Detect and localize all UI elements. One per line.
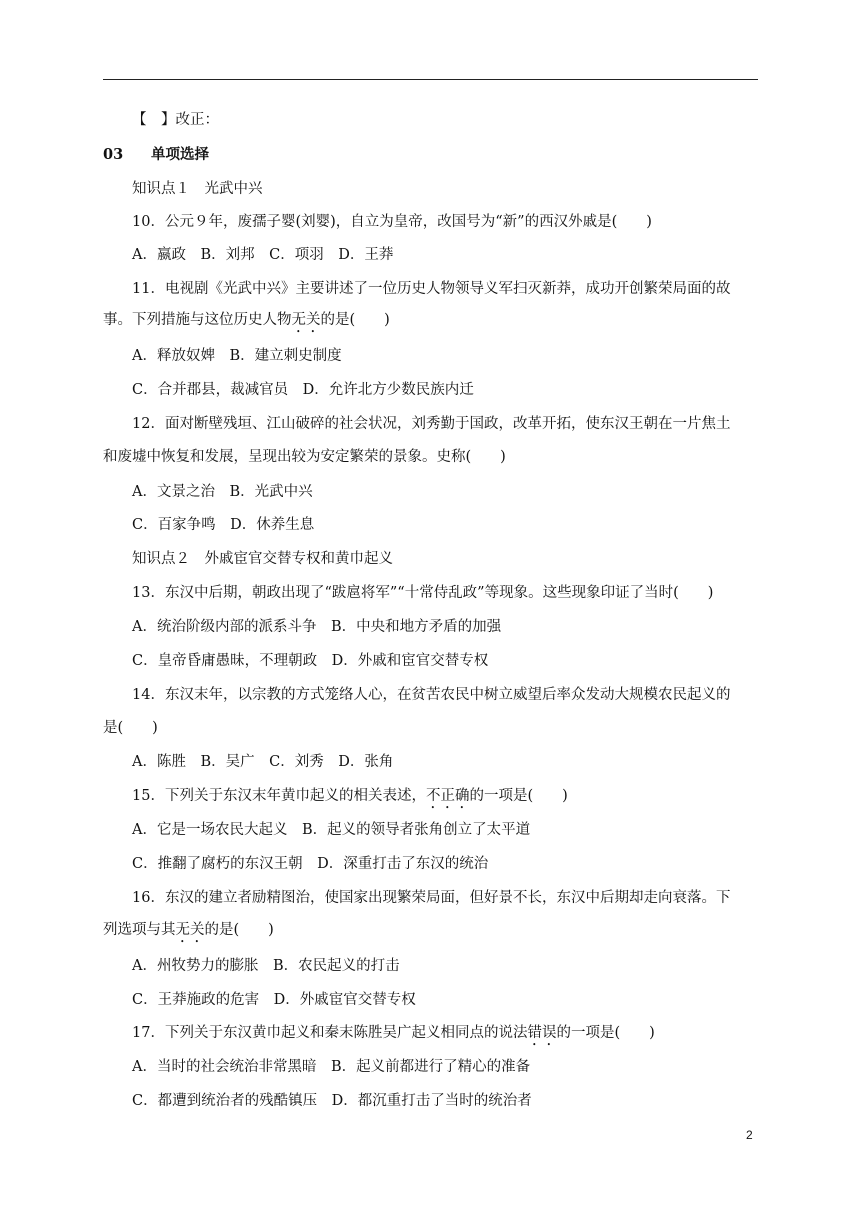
q16-stem-line2 [103, 920, 763, 946]
q11-stem-tail: 的是( ) [320, 312, 390, 328]
q14-options: A．陈胜 B．吴广 C．刘秀 D．张角 [132, 754, 394, 770]
q15-emphasis: 不正确 [425, 788, 470, 804]
q17-options-2: C．都遭到统治者的残酷镇压 D．都沉重打击了当时的统治者 [132, 1093, 532, 1109]
q14-stem-line2: 是( ) [103, 720, 158, 736]
q16-stem-line1: 16．东汉的建立者励精图治，使国家出现繁荣局面，但好景不长，东汉中后期却走向衰落。下 [132, 890, 731, 906]
q16-stem-text: 列选项与其 [103, 922, 176, 938]
q13-options-2: C．皇帝昏庸愚昧，不理朝政 D．外戚和宦官交替专权 [132, 653, 489, 669]
q11-options-1: A．释放奴婢 B．建立刺史制度 [132, 348, 342, 364]
q16-options-2: C．王莽施政的危害 D．外戚宦官交替专权 [132, 992, 416, 1008]
page-number: 2 [746, 1128, 753, 1142]
q17-emphasis: 错误 [527, 1025, 557, 1041]
q14-stem-line1: 14．东汉末年，以宗教的方式笼络人心，在贫苦农民中树立威望后率众发动大规模农民起义的 [132, 687, 731, 703]
section-title: 单项选择 [151, 146, 209, 163]
q16-options-1: A．州牧势力的膨胀 B．农民起义的打击 [132, 958, 400, 974]
q11-stem-text: 事。下列措施与这位历史人物 [103, 312, 292, 328]
q17-options-1: A．当时的社会统治非常黑暗 B．起义前都进行了精心的准备 [132, 1059, 531, 1075]
q15-stem-tail: 的一项是( ) [469, 788, 568, 804]
section-number: 03 [103, 146, 124, 163]
q16-emphasis: 无关 [175, 922, 205, 938]
q15-options-1: A．它是一场农民大起义 B．起义的领导者张角创立了太平道 [132, 822, 531, 838]
knowledge-point-2: 知识点２ 外戚宦官交替专权和黄巾起义 [132, 551, 393, 567]
q11-stem-line2 [103, 310, 763, 336]
q17-stem-text: 17．下列关于东汉黄巾起义和秦末陈胜吴广起义相同点的说法 [132, 1025, 528, 1041]
q16-stem-tail: 的是( ) [204, 922, 274, 938]
q17-stem-tail: 的一项是( ) [556, 1025, 655, 1041]
section-heading [103, 145, 763, 165]
q12-options-2: C．百家争鸣 D．休养生息 [132, 517, 315, 533]
q13-stem: 13．东汉中后期，朝政出现了“跋扈将军”“十常侍乱政”等现象。这些现象印证了当时( ) [132, 585, 714, 601]
q12-stem-line1: 12．面对断壁残垣、江山破碎的社会状况，刘秀勤于国政，改革开拓，使东汉王朝在一片焦土 [132, 416, 731, 432]
q17-stem [132, 1023, 792, 1049]
q11-stem-line1: 11．电视剧《光武中兴》主要讲述了一位历史人物领导义军扫灭新莽，成功开创繁荣局面的故 [132, 281, 731, 297]
q15-stem [132, 786, 792, 812]
q11-emphasis: 无关 [291, 312, 321, 328]
q10-stem: 10．公元９年，废孺子婴(刘婴)，自立为皇帝，改国号为“新”的西汉外戚是( ) [132, 214, 652, 230]
correction-line: 【 】改正： [132, 112, 219, 128]
q12-options-1: A．文景之治 B．光武中兴 [132, 484, 313, 500]
knowledge-point-1: 知识点１ 光武中兴 [132, 181, 263, 197]
q10-options: A．嬴政 B．刘邦 C．项羽 D．王莽 [132, 247, 394, 263]
q12-stem-line2: 和废墟中恢复和发展，呈现出较为安定繁荣的景象。史称( ) [103, 449, 506, 465]
q13-options-1: A．统治阶级内部的派系斗争 B．中央和地方矛盾的加强 [132, 619, 502, 635]
q15-options-2: C．推翻了腐朽的东汉王朝 D．深重打击了东汉的统治 [132, 856, 489, 872]
q11-options-2: C．合并郡县，裁减官员 D．允许北方少数民族内迁 [132, 382, 474, 398]
q15-stem-text: 15．下列关于东汉末年黄巾起义的相关表述， [132, 788, 426, 804]
header-rule [103, 79, 758, 80]
